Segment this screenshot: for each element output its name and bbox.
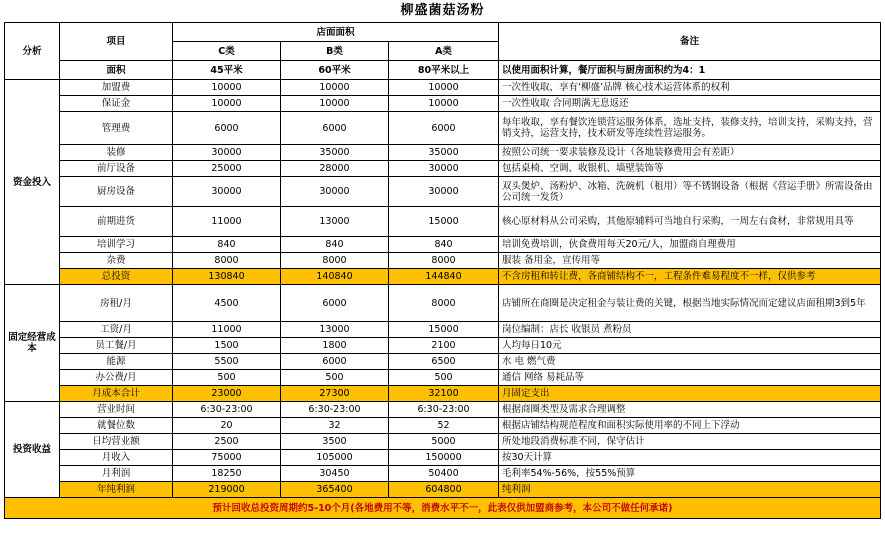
returns-total-row [5, 482, 881, 498]
investment-note-cell: 每年收取，享有餐饮连锁营运服务体系，选址支持，装修支持，培训支持，采购支持，营销支持，运营支持，技术研发等连续性营运服务。 [499, 112, 881, 145]
area-note: 以使用面积计算，餐厅面积与厨房面积约为4：1 [499, 61, 881, 80]
investment-note-cell: 双头煲炉、汤粉炉、冰箱、洗碗机（租用）等不锈钢设备（根据《营运手册》所需设备由公司统一发货） [499, 177, 881, 207]
fixed-c-value: 5500 [173, 354, 281, 370]
returns-b-value: 32 [281, 418, 389, 434]
fixed-item-cell: 工资/月 [60, 322, 173, 338]
fixed-b-value: 13000 [281, 322, 389, 338]
table-row [5, 402, 881, 418]
returns-total-note: 纯利润 [499, 482, 881, 498]
table-row [5, 418, 881, 434]
investment-item-cell: 前厅设备 [60, 161, 173, 177]
c-area: 45平米 [173, 61, 281, 80]
investment-total-a: 144840 [389, 269, 499, 285]
fixed-a-value: 500 [389, 370, 499, 386]
investment-note-cell: 服装 备用金，宣传用等 [499, 253, 881, 269]
store-area-header: 店面面积 [173, 23, 499, 42]
investment-b-value: 6000 [281, 112, 389, 145]
fixed-note-cell: 通信 网络 易耗品等 [499, 370, 881, 386]
returns-a-value: 5000 [389, 434, 499, 450]
item-header: 项目 [60, 23, 173, 61]
returns-total-c: 219000 [173, 482, 281, 498]
b-type-header: B类 [281, 42, 389, 61]
investment-a-value: 8000 [389, 253, 499, 269]
remark-header: 备注 [499, 23, 881, 61]
investment-item-cell: 培训学习 [60, 237, 173, 253]
returns-b-value: 6:30-23:00 [281, 402, 389, 418]
fixed-item-cell: 员工餐/月 [60, 338, 173, 354]
fixed-total-note: 月固定支出 [499, 386, 881, 402]
investment-b-value: 10000 [281, 80, 389, 96]
investment-a-value: 10000 [389, 80, 499, 96]
returns-b-value: 105000 [281, 450, 389, 466]
returns-a-value: 6:30-23:00 [389, 402, 499, 418]
table-row [5, 354, 881, 370]
investment-table [4, 22, 881, 519]
returns-c-value: 6:30-23:00 [173, 402, 281, 418]
table-row [5, 466, 881, 482]
investment-note-cell: 培训免费培训，伙食费用每天20元/人，加盟商自理费用 [499, 237, 881, 253]
fixed-note-cell: 水 电 燃气费 [499, 354, 881, 370]
investment-a-value: 6000 [389, 112, 499, 145]
returns-note-cell: 根据商圈类型及需求合理调整 [499, 402, 881, 418]
investment-a-value: 840 [389, 237, 499, 253]
investment-a-value: 35000 [389, 145, 499, 161]
fixed-c-value: 500 [173, 370, 281, 386]
fixed-note-cell: 店铺所在商圈是决定租金与装让费的关键，根据当地实际情况而定建议店面租期3到5年 [499, 285, 881, 322]
investment-note-cell: 一次性收取 合同期满无息返还 [499, 96, 881, 112]
c-type-header: C类 [173, 42, 281, 61]
returns-item-cell: 营业时间 [60, 402, 173, 418]
table-row [5, 370, 881, 386]
investment-item-cell: 装修 [60, 145, 173, 161]
returns-total-b: 365400 [281, 482, 389, 498]
returns-total-label: 年纯利润 [60, 482, 173, 498]
fixed-a-value: 8000 [389, 285, 499, 322]
fixed-total-row [5, 386, 881, 402]
table-row [5, 253, 881, 269]
a-area: 80平米以上 [389, 61, 499, 80]
investment-c-value: 8000 [173, 253, 281, 269]
table-row [5, 434, 881, 450]
investment-total-c: 130840 [173, 269, 281, 285]
analysis-header: 分析 [5, 23, 60, 80]
investment-b-value: 10000 [281, 96, 389, 112]
table-row [5, 285, 881, 322]
investment-item-cell: 厨房设备 [60, 177, 173, 207]
investment-b-value: 28000 [281, 161, 389, 177]
returns-c-value: 18250 [173, 466, 281, 482]
investment-b-value: 30000 [281, 177, 389, 207]
investment-item-cell: 加盟费 [60, 80, 173, 96]
fixed-b-value: 6000 [281, 285, 389, 322]
fixed-total-a: 32100 [389, 386, 499, 402]
table-row [5, 237, 881, 253]
investment-item-cell: 前期进货 [60, 207, 173, 237]
investment-c-value: 10000 [173, 96, 281, 112]
fixed-a-value: 6500 [389, 354, 499, 370]
returns-note-cell: 所处地段消费标准不同，保守估计 [499, 434, 881, 450]
returns-c-value: 20 [173, 418, 281, 434]
returns-note-cell: 毛利率54%-56%，按55%预算 [499, 466, 881, 482]
table-row [5, 80, 881, 96]
footer-row [5, 498, 881, 519]
investment-a-value: 30000 [389, 177, 499, 207]
investment-c-value: 30000 [173, 177, 281, 207]
fixed-total-b: 27300 [281, 386, 389, 402]
table-row [5, 450, 881, 466]
table-row [5, 207, 881, 237]
returns-a-value: 52 [389, 418, 499, 434]
fixed-item-cell: 房租/月 [60, 285, 173, 322]
investment-a-value: 10000 [389, 96, 499, 112]
investment-item-cell: 管理费 [60, 112, 173, 145]
returns-b-value: 3500 [281, 434, 389, 450]
table-row [5, 177, 881, 207]
footer-note: 预计回收总投资周期约5-10个月(各地费用不等，消费水平不一，此表仅供加盟商参考，本公司不做任何承诺) [5, 498, 881, 519]
returns-c-value: 2500 [173, 434, 281, 450]
returns-c-value: 75000 [173, 450, 281, 466]
investment-c-value: 10000 [173, 80, 281, 96]
returns-total-a: 604800 [389, 482, 499, 498]
table-row [5, 161, 881, 177]
investment-c-value: 25000 [173, 161, 281, 177]
fixed-c-value: 1500 [173, 338, 281, 354]
fixed-b-value: 1800 [281, 338, 389, 354]
fixed-a-value: 15000 [389, 322, 499, 338]
investment-total-label: 总投资 [60, 269, 173, 285]
investment-note-cell: 核心原材料从公司采购，其他原辅料可当地自行采购，一周左右食材，非常规用具等 [499, 207, 881, 237]
returns-b-value: 30450 [281, 466, 389, 482]
investment-a-value: 30000 [389, 161, 499, 177]
table-row [5, 338, 881, 354]
fixed-c-value: 11000 [173, 322, 281, 338]
investment-total-note: 不含房租和转让费，各商铺结构不一，工程条件难易程度不一样，仅供参考 [499, 269, 881, 285]
sheet-title: 柳盛菌菇汤粉 [400, 3, 485, 18]
fixed-section-label: 固定经营成本 [5, 285, 60, 402]
investment-item-cell: 保证金 [60, 96, 173, 112]
returns-item-cell: 月收入 [60, 450, 173, 466]
investment-note-cell: 包括桌椅、空调、收银机、墙壁装饰等 [499, 161, 881, 177]
fixed-item-cell: 能源 [60, 354, 173, 370]
investment-item-cell: 杂费 [60, 253, 173, 269]
a-type-header: A类 [389, 42, 499, 61]
investment-c-value: 11000 [173, 207, 281, 237]
returns-item-cell: 日均营业额 [60, 434, 173, 450]
fixed-a-value: 2100 [389, 338, 499, 354]
table-row [5, 96, 881, 112]
table-row [5, 145, 881, 161]
returns-a-value: 50400 [389, 466, 499, 482]
returns-item-cell: 月利润 [60, 466, 173, 482]
investment-total-row [5, 269, 881, 285]
area-label: 面积 [60, 61, 173, 80]
returns-section-label: 投资收益 [5, 402, 60, 498]
investment-c-value: 6000 [173, 112, 281, 145]
b-area: 60平米 [281, 61, 389, 80]
investment-section-label: 资金投入 [5, 80, 60, 285]
investment-note-cell: 一次性收取，享有‘柳盛’品牌 核心技术运营体系的权利 [499, 80, 881, 96]
returns-a-value: 150000 [389, 450, 499, 466]
investment-c-value: 30000 [173, 145, 281, 161]
returns-note-cell: 根据店铺结构规范程度和面积实际使用率的不同上下浮动 [499, 418, 881, 434]
returns-note-cell: 按30天计算 [499, 450, 881, 466]
fixed-b-value: 6000 [281, 354, 389, 370]
investment-b-value: 8000 [281, 253, 389, 269]
fixed-item-cell: 办公费/月 [60, 370, 173, 386]
investment-c-value: 840 [173, 237, 281, 253]
fixed-total-c: 23000 [173, 386, 281, 402]
investment-total-b: 140840 [281, 269, 389, 285]
investment-b-value: 840 [281, 237, 389, 253]
fixed-c-value: 4500 [173, 285, 281, 322]
table-row [5, 112, 881, 145]
investment-b-value: 13000 [281, 207, 389, 237]
returns-item-cell: 就餐位数 [60, 418, 173, 434]
fixed-total-label: 月成本合计 [60, 386, 173, 402]
table-row [5, 322, 881, 338]
fixed-note-cell: 人均每日10元 [499, 338, 881, 354]
fixed-b-value: 500 [281, 370, 389, 386]
investment-note-cell: 按照公司统一要求装修及设计（各地装修费用会有差距） [499, 145, 881, 161]
fixed-note-cell: 岗位编制：店长 收银员 煮粉员 [499, 322, 881, 338]
investment-b-value: 35000 [281, 145, 389, 161]
investment-a-value: 15000 [389, 207, 499, 237]
